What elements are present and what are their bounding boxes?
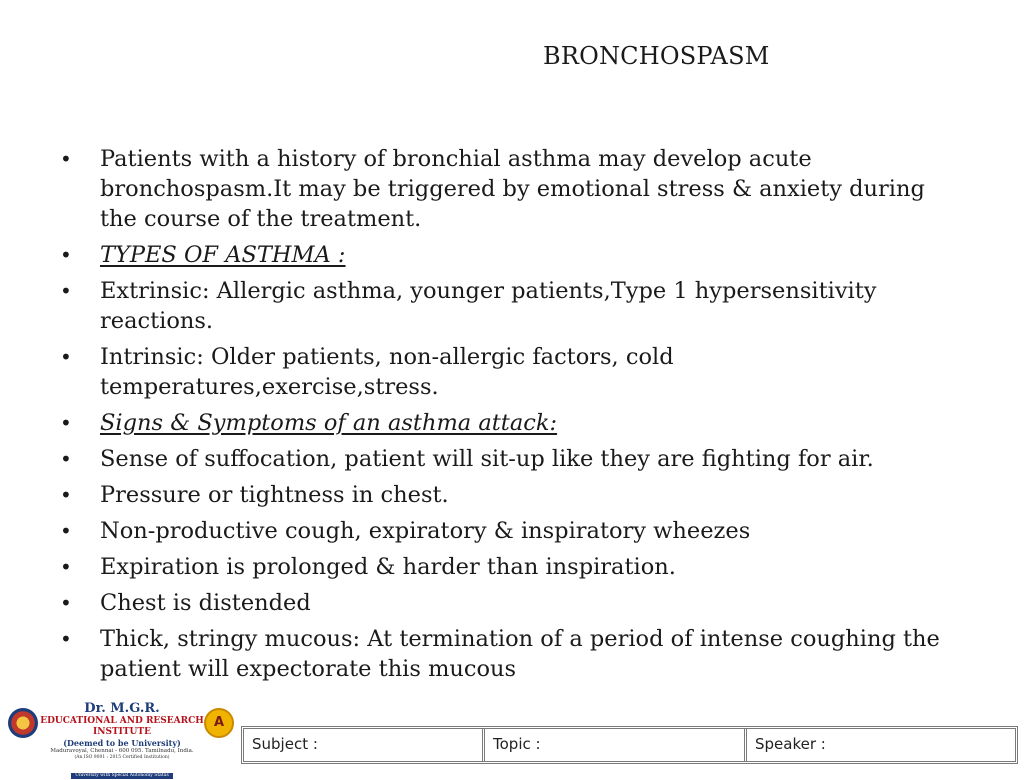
bullet-item xyxy=(58,552,958,582)
speaker-field: Speaker : xyxy=(744,729,1015,761)
institute-logo xyxy=(4,700,236,778)
slide-title: BRONCHOSPASM xyxy=(543,42,770,70)
bullet-item xyxy=(58,624,958,684)
bullet-text: Signs & Symptoms of an asthma attack: xyxy=(100,410,558,436)
bullet-item xyxy=(58,444,958,474)
bullet-item xyxy=(58,516,958,546)
bullet-text: Expiration is prolonged & harder than inspiration. xyxy=(100,554,676,580)
bullet-icon: • xyxy=(60,345,72,369)
bullet-text: Sense of suffocation, patient will sit-up like they are fighting for air. xyxy=(100,446,874,472)
footer-fields xyxy=(241,726,1018,764)
bullet-text: Non-productive cough, expiratory & inspiratory wheezes xyxy=(100,518,751,544)
bullet-item xyxy=(58,342,958,402)
bullet-icon: • xyxy=(60,627,72,651)
topic-field: Topic : xyxy=(482,729,744,761)
bullet-item xyxy=(58,144,958,234)
bullet-text: Extrinsic: Allergic asthma, younger patients,Type 1 hypersensitivity reactions. xyxy=(100,278,877,334)
institute-name-line2: EDUCATIONAL AND RESEARCH INSTITUTE xyxy=(40,716,204,737)
bullet-item xyxy=(58,588,958,618)
bullet-icon: • xyxy=(60,447,72,471)
bullet-item xyxy=(58,480,958,510)
bullet-icon: • xyxy=(60,483,72,507)
bullet-icon: • xyxy=(60,411,72,435)
bullet-icon: • xyxy=(60,147,72,171)
institute-status: University with Special Autonomy Status xyxy=(71,773,173,779)
bullet-item xyxy=(58,408,958,438)
bullet-text: Pressure or tightness in chest. xyxy=(100,482,449,508)
institute-certification: (An ISO 9001 : 2015 Certified Institution) xyxy=(74,755,170,760)
institute-address: Maduravoyal, Chennai - 600 095. Tamilnadu, India. xyxy=(50,748,194,754)
bullet-icon: • xyxy=(60,555,72,579)
institute-name-line3: (Deemed to be University) xyxy=(63,738,181,748)
bullet-icon: • xyxy=(60,243,72,267)
bullet-text: Chest is distended xyxy=(100,590,311,616)
bullet-icon: • xyxy=(60,591,72,615)
bullet-text: Intrinsic: Older patients, non-allergic factors, cold temperatures,exercise,stress. xyxy=(100,344,674,400)
subject-field: Subject : xyxy=(252,735,318,753)
bullet-text: TYPES OF ASTHMA : xyxy=(100,242,346,268)
institute-seal-icon xyxy=(8,708,38,738)
institute-name xyxy=(40,702,204,780)
bullet-list xyxy=(58,144,958,690)
bullet-icon: • xyxy=(60,279,72,303)
naac-grade-badge-icon: A xyxy=(204,708,234,738)
institute-name-line1: Dr. M.G.R. xyxy=(84,701,160,716)
bullet-text: Patients with a history of bronchial asthma may develop acute bronchospasm.It may be triggered by emotional stress & anxiety during the course of the treatment. xyxy=(100,146,925,232)
bullet-text: Thick, stringy mucous: At termination of a period of intense coughing the patient will expectorate this mucous xyxy=(100,626,940,682)
bullet-item xyxy=(58,276,958,336)
bullet-icon: • xyxy=(60,519,72,543)
bullet-item xyxy=(58,240,958,270)
